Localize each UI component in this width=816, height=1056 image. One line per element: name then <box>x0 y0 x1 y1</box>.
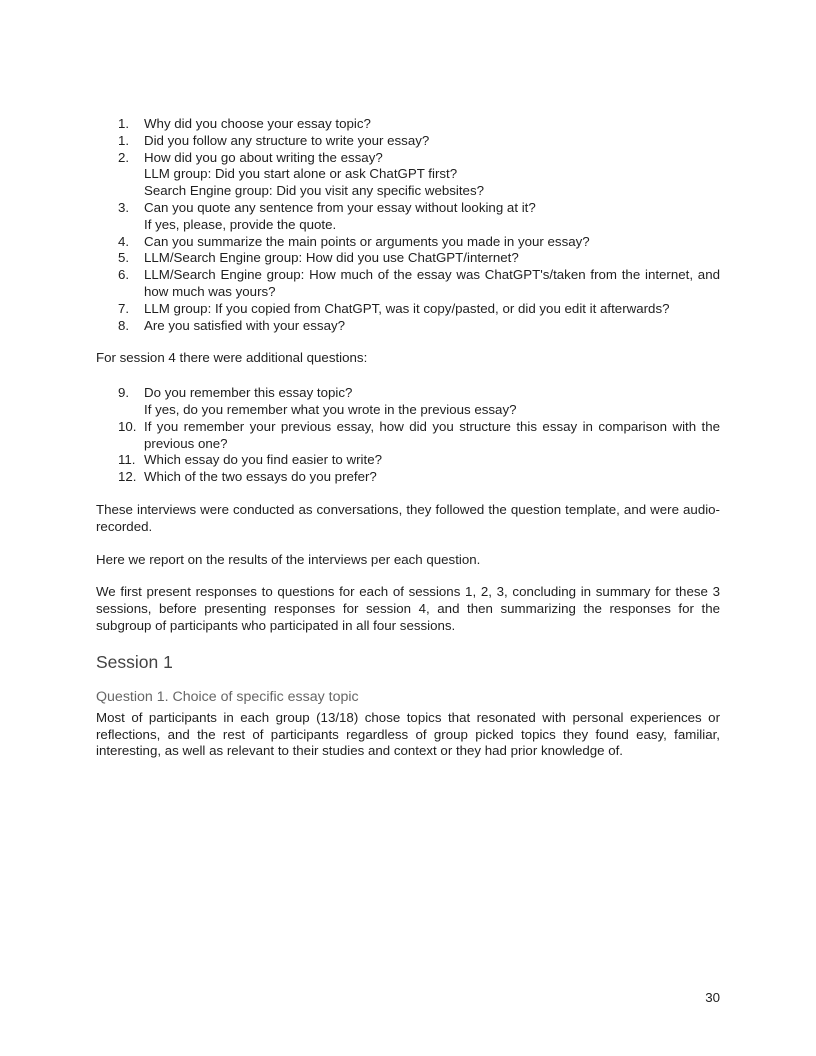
list-item-number: 4. <box>118 233 130 249</box>
list-item <box>96 116 720 133</box>
question1-paragraph: Most of participants in each group (13/18) chose topics that resonated with personal experiences or reflections, and the rest of participants regardless of group picked topics they found easy, familiar, interesting, as well as relevant to their studies and context or they had prior knowledge of. <box>96 709 720 759</box>
list-item-text: LLM group: Did you start alone or ask ChatGPT first? <box>144 166 458 182</box>
list-item <box>96 267 720 301</box>
list-item <box>96 452 720 469</box>
list-item <box>96 133 720 150</box>
list-item-text: LLM group: If you copied from ChatGPT, was it copy/pasted, or did you edit it afterwards? <box>144 300 670 316</box>
list-item-number: 7. <box>118 300 130 316</box>
list-item-number: 10. <box>118 418 137 434</box>
list-item-text: LLM/Search Engine group: How much of the essay was ChatGPT's/taken from the internet, and how much was yours? <box>144 267 720 299</box>
list-item-text: Search Engine group: Did you visit any specific websites? <box>144 183 484 199</box>
list-item-text: Which essay do you find easier to write? <box>144 452 382 468</box>
sessions-paragraph: We first present responses to questions for each of sessions 1, 2, 3, concluding in summary for these 3 sessions, before presenting responses for session 4, and then summarizing the responses for the subgroup of participants who participated in all four sessions. <box>96 584 720 633</box>
list-item-number: 11. <box>118 452 136 468</box>
list-item <box>96 469 720 486</box>
list-item-number: 12. <box>118 469 137 485</box>
list-item <box>96 301 720 318</box>
list-item-text: Can you summarize the main points or arguments you made in your essay? <box>144 233 590 249</box>
list-item-text: Do you remember this essay topic? <box>144 385 353 401</box>
report-paragraph: Here we report on the results of the interviews per each question. <box>96 551 481 567</box>
list-item-text: How did you go about writing the essay? <box>144 149 383 165</box>
list-item-text: Can you quote any sentence from your essay without looking at it? <box>144 199 536 215</box>
interviews-paragraph: These interviews were conducted as conversations, they followed the question template, and were audio-recorded. <box>96 501 720 534</box>
list-item-number: 6. <box>118 267 130 283</box>
list-item <box>96 200 720 234</box>
list-item-text: If yes, please, provide the quote. <box>144 216 337 232</box>
document-page <box>96 116 720 760</box>
list-item-number: 9. <box>118 385 130 401</box>
interview-question-list <box>96 116 720 334</box>
list-item-text: If yes, do you remember what you wrote in the previous essay? <box>144 401 517 417</box>
list-item <box>96 419 720 453</box>
list-item-text: LLM/Search Engine group: How did you use ChatGPT/internet? <box>144 250 519 266</box>
list-item <box>96 150 720 200</box>
list-item <box>96 318 720 335</box>
list-item <box>96 234 720 251</box>
list-item-text: If you remember your previous essay, how did you structure this essay in comparison with the previous one? <box>144 418 720 451</box>
list-item-text: Why did you choose your essay topic? <box>144 116 371 131</box>
list-item-number: 3. <box>118 199 130 215</box>
list-item-text: Did you follow any structure to write your essay? <box>144 132 430 148</box>
list-item-text: Which of the two essays do you prefer? <box>144 469 377 485</box>
list-item-number: 2. <box>118 149 130 165</box>
list-item-number: 1. <box>118 116 130 131</box>
list-item-number: 5. <box>118 250 130 266</box>
question-heading: Question 1. Choice of specific essay topic <box>96 688 359 705</box>
session-heading: Session 1 <box>96 651 173 672</box>
session4-intro-paragraph: For session 4 there were additional questions: <box>96 350 368 366</box>
list-item-text: Are you satisfied with your essay? <box>144 317 346 333</box>
list-item <box>96 250 720 267</box>
page-number: 30 <box>705 990 720 1005</box>
list-item-number: 1. <box>118 132 130 148</box>
session4-question-list <box>96 385 720 486</box>
list-item <box>96 385 720 419</box>
list-item-number: 8. <box>118 317 130 333</box>
